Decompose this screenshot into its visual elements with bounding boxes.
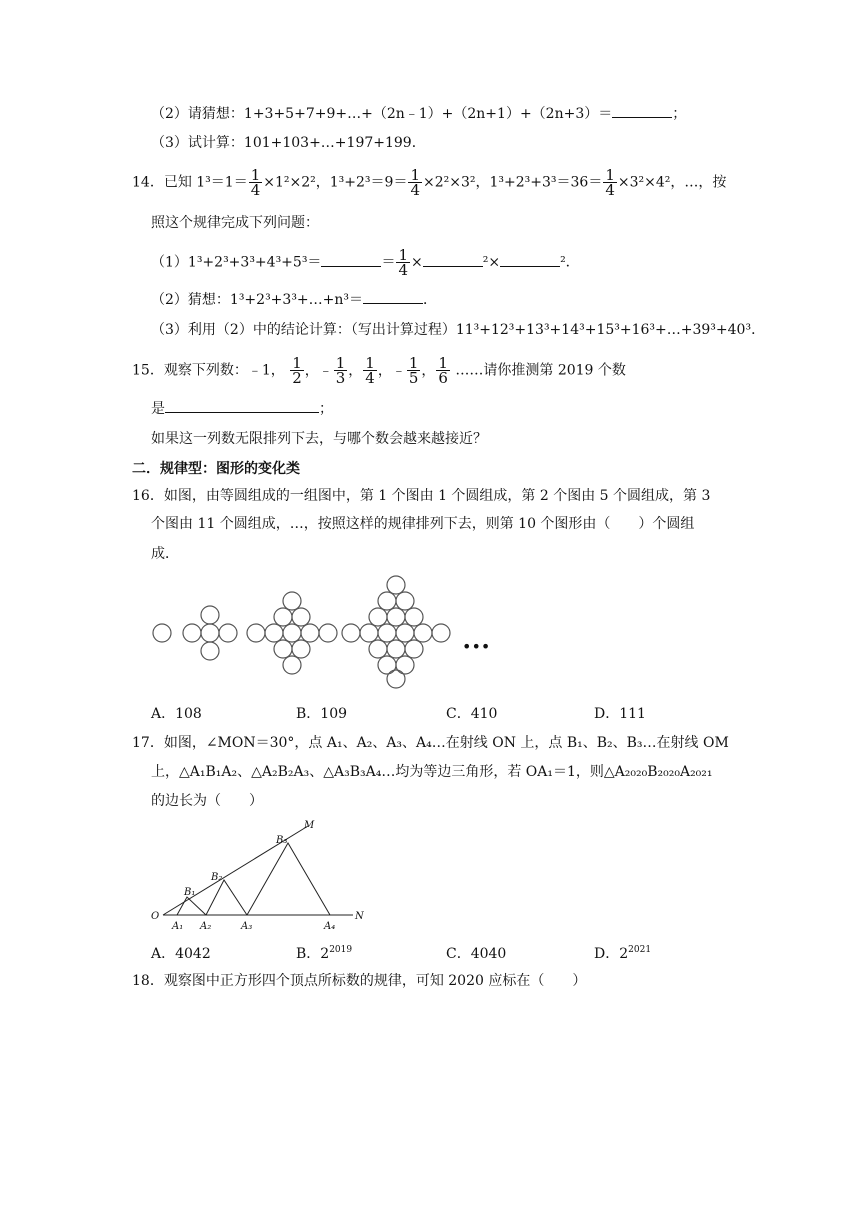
circle	[387, 640, 405, 658]
equilateral-triangles-figure	[148, 818, 378, 936]
circle	[414, 624, 432, 642]
circle	[342, 624, 360, 642]
q14-part3: （3）利用（2）中的结论计算：（写出计算过程）11³+12³+13³+14³+15³+16³+…+39³+40³．	[151, 322, 766, 338]
q18-line1: 18．观察图中正方形四个顶点所标数的规律，可知 2020 应标在（ ）	[132, 973, 587, 989]
q14-part1-blank2[interactable]	[423, 254, 483, 267]
q14-part1-b: ＝	[381, 254, 396, 271]
q15-line2-end: ；	[319, 401, 333, 417]
q17-line2: 上，△A₁B₁A₂、△A₂B₂A₃、△A₃B₃A₄…均为等边三角形，若 OA₁＝1，则△A₂₀₂₀B₂₀₂₀A₂₀₂₁	[151, 764, 713, 780]
circle	[201, 642, 219, 660]
circle	[396, 656, 414, 674]
circle	[319, 624, 337, 642]
sequence-fraction: $\frac{1}{6}$	[438, 354, 448, 387]
q15-sequence	[289, 354, 451, 387]
sequence-fraction: $\frac{1}{3}$	[335, 354, 346, 387]
comma: ，	[304, 362, 319, 379]
label-a4: A₄	[324, 921, 336, 932]
q15-answer-blank[interactable]	[165, 400, 319, 413]
circle	[283, 656, 301, 674]
q16-option-d[interactable]: D．111	[594, 706, 646, 722]
circle	[274, 608, 292, 626]
circle	[396, 592, 414, 610]
q13-part2-end: ；	[672, 106, 687, 122]
circle	[378, 592, 396, 610]
circle	[378, 624, 396, 642]
label-b1: B₁	[184, 887, 196, 898]
sequence-fraction: $\frac{1}{4}$	[365, 354, 375, 387]
q17-option-a[interactable]: A．4042	[151, 946, 211, 962]
q15-line3: 如果这一列数无限排列下去，与哪个数会越来越接近？	[151, 431, 487, 447]
q14-intro-d: ×3²×4²，…，按	[617, 174, 727, 191]
label-b3: B₃	[276, 835, 288, 846]
fraction-quarter: $\frac{1}{4}$	[398, 246, 408, 279]
minus-sign: ﹣	[318, 362, 333, 379]
q14-part1-a: （1）1³+2³+3³+4³+5³＝	[151, 254, 322, 271]
circle	[247, 624, 265, 642]
q13-part2	[151, 104, 686, 124]
circle	[292, 640, 310, 658]
q15-tail: ……请你推测第 2019 个数	[455, 362, 626, 379]
circle	[183, 624, 201, 642]
circle	[283, 624, 301, 642]
circle	[219, 624, 237, 642]
q17-option-d[interactable]: D．$2^{2021}$	[594, 945, 652, 962]
circle	[201, 624, 219, 642]
circle	[405, 608, 423, 626]
circle	[369, 608, 387, 626]
circle	[405, 640, 423, 658]
label-n: N	[355, 911, 364, 922]
circle-pattern-figure	[150, 574, 490, 690]
circle	[153, 624, 171, 642]
q14-part1	[151, 248, 580, 277]
q14-line2: 照这个规律完成下列问题：	[151, 215, 319, 231]
label-o: O	[151, 911, 160, 922]
circle	[201, 606, 219, 624]
q13-part2-text: （2）请猜想：1+3+5+7+9+…+（2n﹣1）+（2n+1）+（2n+3）＝	[151, 106, 613, 122]
q15-number: 15．	[132, 362, 164, 379]
fraction-quarter: $\frac{1}{4}$	[605, 166, 615, 199]
circle	[292, 608, 310, 626]
fraction-quarter: $\frac{1}{4}$	[250, 166, 261, 199]
q16-line2: 个图由 11 个圆组成，…，按照这样的规律排列下去，则第 10 个图形由（ ）个圆组	[151, 516, 695, 532]
section-heading: 二．规律型：图形的变化类	[132, 461, 300, 477]
q13-part2-blank[interactable]	[612, 105, 672, 118]
circle	[387, 670, 405, 688]
circle	[274, 640, 292, 658]
circle	[369, 640, 387, 658]
q15-line2-text: 是	[151, 401, 165, 417]
triangle-3	[247, 843, 330, 915]
q14-part2-a: （2）猜想：1³+2³+3³+…+n³＝	[151, 292, 364, 308]
q14-intro-a: 已知 1³＝1＝	[163, 174, 248, 191]
q16-option-b[interactable]: B．109	[296, 706, 348, 722]
q15-line1	[132, 356, 626, 385]
fraction-quarter: $\frac{1}{4}$	[410, 166, 420, 199]
triangle-1	[177, 897, 206, 915]
q15-line2	[151, 399, 333, 419]
q14-part1-c: ×	[410, 254, 423, 271]
label-a1: A₁	[172, 921, 184, 932]
q17-option-b[interactable]: B．$2^{2019}$	[296, 945, 353, 962]
q14-part2	[151, 290, 437, 310]
sequence-fraction: $\frac{1}{2}$	[292, 354, 302, 387]
q16-line1: 16．如图，由等圆组成的一组图中，第 1 个图由 1 个圆组成，第 2 个图由 5 个圆组成，第 3	[132, 488, 711, 504]
q16-line3: 成．	[151, 546, 179, 562]
q14-number: 14．	[132, 174, 164, 191]
q14-part1-e: ²．	[560, 254, 580, 271]
q17-option-c[interactable]: C．4040	[446, 946, 507, 962]
sequence-fraction: $\frac{1}{5}$	[408, 354, 419, 387]
q16-option-a[interactable]: A．108	[151, 706, 202, 722]
q14-intro-b: ×1²×2²，1³+2³＝9＝	[263, 174, 408, 191]
q14-part2-blank[interactable]	[363, 291, 423, 304]
q14-part1-d: ²×	[482, 254, 501, 271]
circle	[396, 624, 414, 642]
circle	[387, 576, 405, 594]
q14-part1-blank1[interactable]	[321, 254, 381, 267]
ellipsis-dots: •••	[462, 637, 491, 656]
q17-line1: 17．如图，∠MON＝30°，点 A₁、A₂、A₃、A₄…在射线 ON 上，点 B₁、B₂、B₃…在射线 OM	[132, 735, 729, 751]
q14-intro	[132, 168, 726, 197]
label-a2: A₂	[200, 921, 212, 932]
label-m: M	[304, 820, 315, 831]
circle	[432, 624, 450, 642]
label-b2: B₂	[211, 872, 223, 883]
q13-part3: （3）试计算：101+103+…+197+199．	[151, 135, 426, 151]
circle	[265, 624, 283, 642]
circle	[301, 624, 319, 642]
q14-part2-end: ．	[423, 292, 438, 308]
minus-sign: ﹣	[391, 362, 406, 379]
comma: ，	[377, 362, 392, 379]
q16-option-c[interactable]: C．410	[446, 706, 498, 722]
circle	[360, 624, 378, 642]
circle	[283, 592, 301, 610]
circle	[387, 608, 405, 626]
q15-lead: 观察下列数：﹣1，	[163, 362, 285, 379]
circle	[378, 656, 396, 674]
comma: ，	[348, 362, 363, 379]
q14-intro-c: ×2²×3²，1³+2³+3³＝36＝	[423, 174, 603, 191]
label-a3: A₃	[241, 921, 253, 932]
q14-part1-blank3[interactable]	[500, 254, 560, 267]
q17-line3: 的边长为（ ）	[151, 793, 263, 809]
comma: ，	[421, 362, 436, 379]
